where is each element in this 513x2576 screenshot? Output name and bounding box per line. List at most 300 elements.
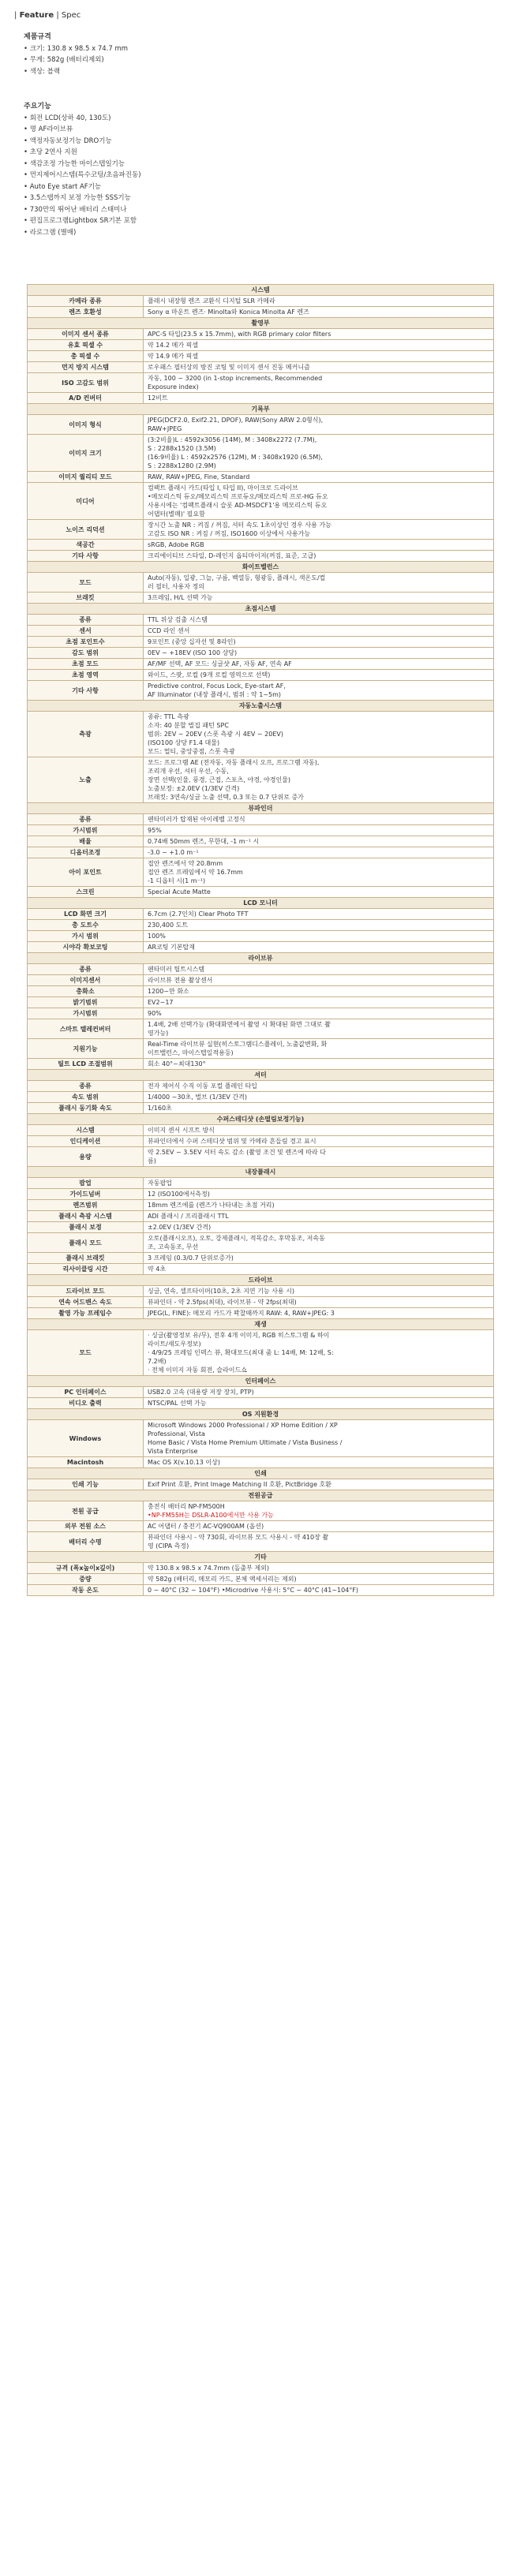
spec-value bbox=[144, 296, 494, 307]
spec-value-line: ±2.0EV (1/3EV 간격) bbox=[148, 1224, 212, 1231]
spec-label: 초점 모드 bbox=[28, 659, 144, 670]
spec-value bbox=[144, 670, 494, 681]
spec-value-line: Sony α 마운트 렌즈· Minolta와 Konica Minolta AF 렌즈 bbox=[148, 308, 309, 316]
spec-value-line: 접안 렌즈 프레임에서 약 16.7mm bbox=[148, 869, 243, 876]
spec-value-line: 접안 렌즈에서 약 20.8mm bbox=[148, 860, 223, 867]
spec-value bbox=[144, 825, 494, 836]
spec-value-line: 펜타미러가 탑재된 아이레벨 고정식 bbox=[148, 816, 245, 823]
spec-value-line: 1/4000 ~30초, 벌브 (1/3EV 간격) bbox=[148, 1094, 248, 1101]
spec-row bbox=[28, 670, 494, 681]
spec-row bbox=[28, 1211, 494, 1222]
spec-row bbox=[28, 975, 494, 986]
spec-value bbox=[144, 340, 494, 351]
spec-value bbox=[144, 964, 494, 975]
spec-value-line: · 4/9/25 프레임 인덱스 뷰, 확대모드(최대 줌 L: 14배, M: 12배, S: bbox=[148, 1349, 334, 1356]
feature-item bbox=[24, 159, 141, 170]
spec-value bbox=[144, 472, 494, 483]
feature-item bbox=[24, 124, 141, 136]
spec-value bbox=[144, 1125, 494, 1136]
spec-value bbox=[144, 986, 494, 997]
feature-item-text: 초당 2연사 지원 bbox=[29, 148, 77, 156]
bullet-dot: • bbox=[24, 228, 30, 237]
feature-item-text: 730만의 뛰어난 배터리 스태미나 bbox=[29, 205, 127, 214]
spec-row bbox=[28, 920, 494, 931]
spec-value-line: 름) bbox=[148, 1157, 156, 1165]
spec-row bbox=[28, 362, 494, 373]
spec-value-line: (ISO100 상당 F1.4 대물) bbox=[148, 739, 220, 746]
spec-value-line: 약 14.2 메가 픽셀 bbox=[148, 342, 199, 349]
spec-value-line: 충전식 배터리 NP-FM500H bbox=[148, 1503, 225, 1510]
feature-item bbox=[24, 204, 141, 216]
spec-row bbox=[28, 1081, 494, 1092]
spec-row bbox=[28, 1308, 494, 1319]
spec-label: 초점 영역 bbox=[28, 670, 144, 681]
feature-item-text: 라로그램 (별매) bbox=[29, 228, 77, 237]
spec-value-line: 9포인트 (중앙 십자선 및 8라인) bbox=[148, 638, 236, 645]
spec-row bbox=[28, 540, 494, 551]
spec-label: 플래시 보정 bbox=[28, 1222, 144, 1233]
spec-row bbox=[28, 1178, 494, 1189]
product-spec-item-text: 크기: 130.8 x 98.5 x 74.7 mm bbox=[29, 44, 129, 53]
spec-value-line: 노출보정: ±2.0EV (1/3EV 간격) bbox=[148, 785, 240, 792]
spec-value bbox=[144, 757, 494, 803]
spec-row bbox=[28, 1457, 494, 1468]
spec-label: 인디케이션 bbox=[28, 1136, 144, 1147]
spec-value-line: AF/MF 선택, AF 모드: 싱글샷 AF, 자동 AF, 연속 AF bbox=[148, 660, 292, 667]
spec-value-line: •메모리스틱 듀오/메모리스틱 프로듀오/메모리스틱 프로-HG 듀오 bbox=[148, 493, 328, 500]
spec-value bbox=[144, 1136, 494, 1147]
spec-section-title: 수퍼스테디샷 (손떨림보정기능) bbox=[28, 1114, 494, 1125]
spec-label: ISO 고감도 범위 bbox=[28, 373, 144, 393]
spec-value bbox=[144, 551, 494, 562]
spec-value bbox=[144, 483, 494, 520]
spec-label: 노이즈 리덕션 bbox=[28, 520, 144, 540]
spec-section-row bbox=[28, 953, 494, 964]
spec-label: 중량 bbox=[28, 1574, 144, 1585]
spec-label: 가시범위 bbox=[28, 1008, 144, 1019]
spec-value-line: 라이브뷰 전용 촬상센서 bbox=[148, 977, 213, 984]
spec-value bbox=[144, 1178, 494, 1189]
spec-value-line: AF Illuminator (내장 플래시, 범위 : 약 1~5m) bbox=[148, 691, 282, 698]
spec-value-line: 범위: 2EV ~ 20EV (스폿 측광 시 4EV ~ 20EV) bbox=[148, 731, 283, 738]
spec-row bbox=[28, 814, 494, 825]
spec-label: 플래시 브래킷 bbox=[28, 1253, 144, 1264]
spec-section-title: 재생 bbox=[28, 1319, 494, 1330]
spec-value-line: EV2~17 bbox=[148, 999, 174, 1006]
spec-value-line: Predictive control, Focus Lock, Eye-start AF, bbox=[148, 682, 286, 690]
spec-label: 촬영 가능 프레임수 bbox=[28, 1308, 144, 1319]
spec-value-line: 약 130.8 x 98.5 x 74.7mm (돌출부 제외) bbox=[148, 1565, 269, 1572]
spec-value bbox=[144, 637, 494, 648]
spec-row bbox=[28, 1330, 494, 1376]
spec-value bbox=[144, 307, 494, 318]
product-specs-block bbox=[24, 32, 128, 77]
feature-item-text: 색감조정 가능한 마이스텝일기능 bbox=[29, 159, 125, 168]
spec-label: 규격 (폭x높이x깊이) bbox=[28, 1563, 144, 1574]
spec-row bbox=[28, 329, 494, 340]
spec-value bbox=[144, 1521, 494, 1532]
spec-label: 이미지 크기 bbox=[28, 435, 144, 472]
spec-row bbox=[28, 1387, 494, 1398]
spec-label: 틸트 LCD 조절범위 bbox=[28, 1059, 144, 1070]
spec-label: 드라이브 모드 bbox=[28, 1286, 144, 1297]
spec-section-row bbox=[28, 604, 494, 615]
feature-item bbox=[24, 215, 141, 227]
spec-label: 속도 범위 bbox=[28, 1092, 144, 1103]
spec-value bbox=[144, 1330, 494, 1376]
spec-label: 플래시 측광 시스템 bbox=[28, 1211, 144, 1222]
spec-value-line: 3프레임, H/L 선택 가능 bbox=[148, 594, 213, 601]
spec-value-line: 12 (ISO100에서측정) bbox=[148, 1191, 210, 1198]
spec-value bbox=[144, 920, 494, 931]
spec-value-line: 플래시 내장형 렌즈 교환식 디지털 SLR 카메라 bbox=[148, 297, 275, 305]
spec-value bbox=[144, 1147, 494, 1167]
spec-value-line: 브래킷: 3연속/싱글 노출 선택, 0.3 또는 0.7 단위로 증가 bbox=[148, 794, 304, 801]
spec-value-line: 조리개 우선, 셔터 우선, 수동, bbox=[148, 768, 229, 775]
spec-value-line: Mac OS X(v.10.13 이상) bbox=[148, 1459, 220, 1466]
spec-row bbox=[28, 435, 494, 472]
header-feature[interactable]: Feature bbox=[19, 11, 54, 20]
spec-section-title: 초점시스템 bbox=[28, 604, 494, 615]
spec-value bbox=[144, 1103, 494, 1114]
spec-label: 작동 온도 bbox=[28, 1585, 144, 1596]
spec-row bbox=[28, 1092, 494, 1103]
spec-value-line: 러 필터, 사용자 정의 bbox=[148, 583, 204, 590]
spec-label: 밝기범위 bbox=[28, 997, 144, 1008]
spec-row bbox=[28, 296, 494, 307]
header-spec[interactable]: Spec bbox=[61, 11, 81, 20]
spec-row bbox=[28, 373, 494, 393]
spec-label: PC 인터페이스 bbox=[28, 1387, 144, 1398]
bullet-dot: • bbox=[24, 136, 30, 145]
spec-value-line: sRGB, Adobe RGB bbox=[148, 541, 204, 548]
spec-value bbox=[144, 373, 494, 393]
spec-section-title: LCD 모니터 bbox=[28, 898, 494, 909]
spec-value-line: Home Basic / Vista Home Premium Ultimate / Vista Business / bbox=[148, 1439, 343, 1446]
spec-value bbox=[144, 435, 494, 472]
spec-value-line: 모드: 프로그램 AE (전자동, 자동 플래시 오프, 프로그램 자동), bbox=[148, 759, 320, 766]
spec-value-line: 소자: 40 분할 벌집 패턴 SPC bbox=[148, 722, 229, 729]
spec-row bbox=[28, 757, 494, 803]
spec-row bbox=[28, 1420, 494, 1457]
spec-value-line: Exposure index) bbox=[148, 383, 199, 391]
spec-row bbox=[28, 637, 494, 648]
spec-row bbox=[28, 1398, 494, 1409]
spec-label: 초점 포인트수 bbox=[28, 637, 144, 648]
feature-item bbox=[24, 170, 141, 181]
spec-row bbox=[28, 1521, 494, 1532]
spec-value-line: 회소 40°~최대130° bbox=[148, 1060, 206, 1067]
bullet-dot: • bbox=[24, 182, 30, 191]
spec-value-line: S : 2288x1280 (2.9M) bbox=[148, 462, 216, 469]
spec-value-line: 어댑터(별매)' 필요함 bbox=[148, 510, 205, 518]
spec-section-title: 셔터 bbox=[28, 1070, 494, 1081]
page-header bbox=[14, 11, 81, 20]
spec-value-line: RAW, RAW+JPEG, Fine, Standard bbox=[148, 473, 250, 480]
spec-row bbox=[28, 825, 494, 836]
spec-value bbox=[144, 847, 494, 858]
spec-value-line: 약 582g (배터리, 메모리 카드, 본체 액세서리는 제외) bbox=[148, 1576, 297, 1583]
spec-row bbox=[28, 1189, 494, 1200]
spec-value-line: · 전체 이미지 자동 회전, 슬라이드쇼 bbox=[148, 1367, 247, 1374]
spec-row bbox=[28, 1125, 494, 1136]
spec-row bbox=[28, 573, 494, 593]
feature-item bbox=[24, 181, 141, 193]
spec-value-line: 사용시에는 '컴팩트플래시 슬롯 AD-MSDCF1'용 메모리스틱 듀오 bbox=[148, 502, 328, 509]
spec-row bbox=[28, 340, 494, 351]
spec-value-line: 조, 고속동조, 무선 bbox=[148, 1243, 199, 1251]
spec-value bbox=[144, 540, 494, 551]
spec-value-line: (3:2비율)L : 4592x3056 (14M), M : 3408x2272 (7.7M), bbox=[148, 436, 317, 443]
spec-value-line: 7.2배) bbox=[148, 1358, 167, 1365]
spec-value-line: JPEG(L, FINE): 메모리 카드가 꽉찰때까지 RAW: 4, RAW+JPEG: 3 bbox=[148, 1310, 335, 1317]
spec-row bbox=[28, 858, 494, 887]
spec-value bbox=[144, 1532, 494, 1552]
spec-value-line: -3.0 ~ +1.0 m⁻¹ bbox=[148, 849, 199, 856]
feature-item-text: 명 AF라이브뷰 bbox=[29, 125, 73, 133]
spec-label: 용량 bbox=[28, 1147, 144, 1167]
product-spec-item bbox=[24, 43, 128, 55]
spec-value-line: 펜타미러 틸트시스템 bbox=[148, 966, 205, 973]
spec-value bbox=[144, 1189, 494, 1200]
spec-value bbox=[144, 593, 494, 604]
spec-value-line: 약 2.5EV ~ 3.5EV 셔터 속도 감소 (촬영 조건 및 렌즈에 따라 다 bbox=[148, 1149, 326, 1156]
spec-value-line: NTSC/PAL 선택 가능 bbox=[148, 1400, 207, 1407]
spec-section-row bbox=[28, 701, 494, 712]
spec-label: 전원 공급 bbox=[28, 1501, 144, 1521]
spec-value-line: 이미지 센서 시프트 방식 bbox=[148, 1127, 215, 1134]
product-spec-item-text: 색상: 블랙 bbox=[29, 67, 61, 76]
spec-value bbox=[144, 1574, 494, 1585]
spec-section-title: 촬영부 bbox=[28, 318, 494, 329]
spec-value-line: 0EV ~ +18EV (ISO 100 상당) bbox=[148, 649, 238, 656]
spec-value-line: 0 ~ 40°C (32 ~ 104°F) •Microdrive 사용시: 5°C ~ 40°C (41~104°F) bbox=[148, 1587, 359, 1594]
spec-value bbox=[144, 931, 494, 942]
spec-value bbox=[144, 659, 494, 670]
spec-section-row bbox=[28, 285, 494, 296]
spec-row bbox=[28, 887, 494, 898]
spec-value-line: Professional, Vista bbox=[148, 1430, 205, 1438]
spec-section-row bbox=[28, 803, 494, 814]
bullet-dot: • bbox=[24, 44, 30, 53]
spec-value bbox=[144, 415, 494, 435]
product-spec-item bbox=[24, 66, 128, 78]
spec-value bbox=[144, 909, 494, 920]
spec-label: 팝업 bbox=[28, 1178, 144, 1189]
spec-row bbox=[28, 1286, 494, 1297]
feature-item-text: Auto Eye start AF기능 bbox=[29, 182, 102, 191]
spec-label: 렌즈 호환성 bbox=[28, 307, 144, 318]
spec-section-title: 기록부 bbox=[28, 404, 494, 415]
spec-section-row bbox=[28, 1070, 494, 1081]
spec-value-line: 컴팩트 플래시 카드(타입 I, 타입 II), 마이크로 드라이브 bbox=[148, 484, 298, 492]
spec-value-line: 6.7cm (2.7인치) Clear Photo TFT bbox=[148, 910, 249, 918]
spec-value bbox=[144, 1019, 494, 1039]
spec-value-line: 영가능) bbox=[148, 1030, 169, 1037]
spec-value bbox=[144, 997, 494, 1008]
spec-label: 시스템 bbox=[28, 1125, 144, 1136]
spec-section-title: 인쇄 bbox=[28, 1468, 494, 1479]
bullet-dot: • bbox=[24, 171, 30, 179]
spec-value-line: 장면 선택(인물, 풍경, 근접, 스포츠, 야경, 야경인물) bbox=[148, 776, 291, 783]
spec-value bbox=[144, 836, 494, 847]
spec-label: 종류 bbox=[28, 814, 144, 825]
spec-value-line: 약 14.9 메가 픽셀 bbox=[148, 353, 199, 360]
spec-value-line: 90% bbox=[148, 1010, 162, 1017]
spec-value-line: TTL 위상 검출 시스템 bbox=[148, 616, 208, 623]
spec-label: 감도 범위 bbox=[28, 648, 144, 659]
spec-label: 모드 bbox=[28, 1330, 144, 1376]
spec-row bbox=[28, 1059, 494, 1070]
spec-label: 지원기능 bbox=[28, 1039, 144, 1059]
spec-value-line: 95% bbox=[148, 827, 162, 834]
spec-label: 총화소 bbox=[28, 986, 144, 997]
header-sep-2: | bbox=[56, 11, 59, 20]
spec-value-line: Microsoft Windows 2000 Professional / XP Home Edition / XP bbox=[148, 1422, 338, 1429]
spec-row bbox=[28, 520, 494, 540]
spec-value bbox=[144, 626, 494, 637]
spec-value-line: 로우패스 필터상의 방진 코팅 및 이미지 센서 진동 메커니즘 bbox=[148, 364, 310, 371]
spec-label: 이미지센서 bbox=[28, 975, 144, 986]
spec-value bbox=[144, 1264, 494, 1275]
spec-label: 기타 사항 bbox=[28, 681, 144, 701]
key-features-title: 주요기능 bbox=[24, 103, 51, 110]
spec-label: 총 도트수 bbox=[28, 920, 144, 931]
feature-item bbox=[24, 113, 141, 125]
feature-item bbox=[24, 147, 141, 159]
spec-label: 스크린 bbox=[28, 887, 144, 898]
spec-value-line: 이트밸런스, 마이스텝일적용등) bbox=[148, 1049, 234, 1056]
spec-label: 센서 bbox=[28, 626, 144, 637]
spec-label: 플래시 동기화 속도 bbox=[28, 1103, 144, 1114]
spec-value bbox=[144, 1501, 494, 1521]
spec-label: 배터리 수명 bbox=[28, 1532, 144, 1552]
spec-label: 미디어 bbox=[28, 483, 144, 520]
spec-label: 가시 범위 bbox=[28, 931, 144, 942]
spec-value bbox=[144, 1420, 494, 1457]
spec-row bbox=[28, 1253, 494, 1264]
spec-section-title: 시스템 bbox=[28, 285, 494, 296]
spec-label: 리사이클링 시간 bbox=[28, 1264, 144, 1275]
spec-row bbox=[28, 626, 494, 637]
spec-label: 연속 어드밴스 속도 bbox=[28, 1297, 144, 1308]
spec-row bbox=[28, 472, 494, 483]
spec-label: 플래시 모드 bbox=[28, 1233, 144, 1253]
spec-value-line: Special Acute Matte bbox=[148, 888, 211, 895]
spec-value-line: 와이드, 스팟, 로컬 (9개 로컬 영역으로 선택) bbox=[148, 671, 271, 679]
spec-value-line: 0.74배 50mm 렌즈, 무한대, -1 m⁻¹ 시 bbox=[148, 838, 260, 845]
spec-value bbox=[144, 648, 494, 659]
spec-value bbox=[144, 329, 494, 340]
spec-section-row bbox=[28, 1552, 494, 1563]
spec-row bbox=[28, 1136, 494, 1147]
spec-value-line: 뷰파인더에서 수퍼 스테디샷 범위 및 카메라 흔들림 경고 표시 bbox=[148, 1138, 316, 1145]
bullet-dot: • bbox=[24, 148, 30, 156]
spec-value-line: 100% bbox=[148, 933, 166, 940]
spec-row bbox=[28, 681, 494, 701]
feature-item-text: 3.5스탭까지 보정 가능한 SSS기능 bbox=[29, 194, 131, 202]
spec-row bbox=[28, 1233, 494, 1253]
spec-value-line: 230,400 도트 bbox=[148, 922, 189, 929]
feature-item bbox=[24, 227, 141, 239]
spec-row bbox=[28, 483, 494, 520]
spec-value bbox=[144, 1039, 494, 1059]
spec-value-line: Exif Print 호환, Print Image Matching II 호환, PictBridge 호환 bbox=[148, 1481, 332, 1488]
spec-value-line: AR코팅 기본탑재 bbox=[148, 944, 195, 951]
spec-value bbox=[144, 1387, 494, 1398]
spec-label: 시야각 확보코팅 bbox=[28, 942, 144, 953]
spec-label: 기타 사항 bbox=[28, 551, 144, 562]
spec-value bbox=[144, 1211, 494, 1222]
feature-item-text: 회전 LCD(상하 40, 130도) bbox=[29, 114, 111, 122]
spec-value-line: CCD 라인 센서 bbox=[148, 627, 190, 634]
spec-label: 비디오 출력 bbox=[28, 1398, 144, 1409]
spec-value-line: 18mm 렌즈에를 (렌즈가 나타내는 초점 거리) bbox=[148, 1202, 275, 1209]
spec-label: 배율 bbox=[28, 836, 144, 847]
spec-label: 총 픽셀 수 bbox=[28, 351, 144, 362]
spec-row bbox=[28, 1585, 494, 1596]
spec-value bbox=[144, 1398, 494, 1409]
spec-value bbox=[144, 1457, 494, 1468]
spec-label: Macintosh bbox=[28, 1457, 144, 1468]
spec-section-row bbox=[28, 898, 494, 909]
spec-value bbox=[144, 1222, 494, 1233]
spec-label: 이미지 퀄리티 모드 bbox=[28, 472, 144, 483]
spec-section-row bbox=[28, 404, 494, 415]
spec-label: 인쇄 기능 bbox=[28, 1479, 144, 1490]
spec-section-title: 내장플래시 bbox=[28, 1167, 494, 1178]
spec-value bbox=[144, 1286, 494, 1297]
spec-value-line: RAW+JPEG bbox=[148, 425, 182, 432]
feature-item bbox=[24, 136, 141, 148]
spec-section-title: 기타 bbox=[28, 1552, 494, 1563]
spec-value-line: 장시간 노출 NR : 켜짐 / 꺼짐, 셔터 속도 1초이상인 경우 사용 가능 bbox=[148, 522, 331, 529]
spec-value-line: 1200~만 화소 bbox=[148, 988, 189, 995]
spec-value-line: 1/160초 bbox=[148, 1105, 172, 1112]
spec-value bbox=[144, 887, 494, 898]
spec-row bbox=[28, 997, 494, 1008]
spec-section-row bbox=[28, 1275, 494, 1286]
product-spec-item-text: 무게: 582g (배터리제외) bbox=[29, 56, 104, 64]
spec-value-line: -1 디옵터 시(1 m⁻¹) bbox=[148, 877, 206, 884]
spec-section-row bbox=[28, 1468, 494, 1479]
spec-section-row bbox=[28, 1114, 494, 1125]
feature-item bbox=[24, 193, 141, 204]
spec-value bbox=[144, 1253, 494, 1264]
spec-value-line: ADI 플래시 / 프리플래시 TTL bbox=[148, 1213, 229, 1220]
spec-label: A/D 컨버터 bbox=[28, 393, 144, 404]
spec-row bbox=[28, 1103, 494, 1114]
header-sep: | bbox=[14, 11, 17, 20]
spec-label: 가시범위 bbox=[28, 825, 144, 836]
spec-row bbox=[28, 1532, 494, 1552]
spec-row bbox=[28, 909, 494, 920]
spec-row bbox=[28, 393, 494, 404]
spec-row bbox=[28, 1297, 494, 1308]
product-specs-list bbox=[24, 43, 128, 78]
spec-section-row bbox=[28, 1409, 494, 1420]
spec-label: 외부 전원 소스 bbox=[28, 1521, 144, 1532]
feature-item-text: 액정자동보정기능 DRO기능 bbox=[29, 136, 112, 145]
key-features-block bbox=[24, 101, 141, 238]
spec-label: 모드 bbox=[28, 573, 144, 593]
spec-section-row bbox=[28, 1490, 494, 1501]
spec-label: 디옵터조정 bbox=[28, 847, 144, 858]
spec-section-title: 라이브뷰 bbox=[28, 953, 494, 964]
spec-value bbox=[144, 712, 494, 757]
spec-label: 렌즈범위 bbox=[28, 1200, 144, 1211]
spec-row bbox=[28, 847, 494, 858]
